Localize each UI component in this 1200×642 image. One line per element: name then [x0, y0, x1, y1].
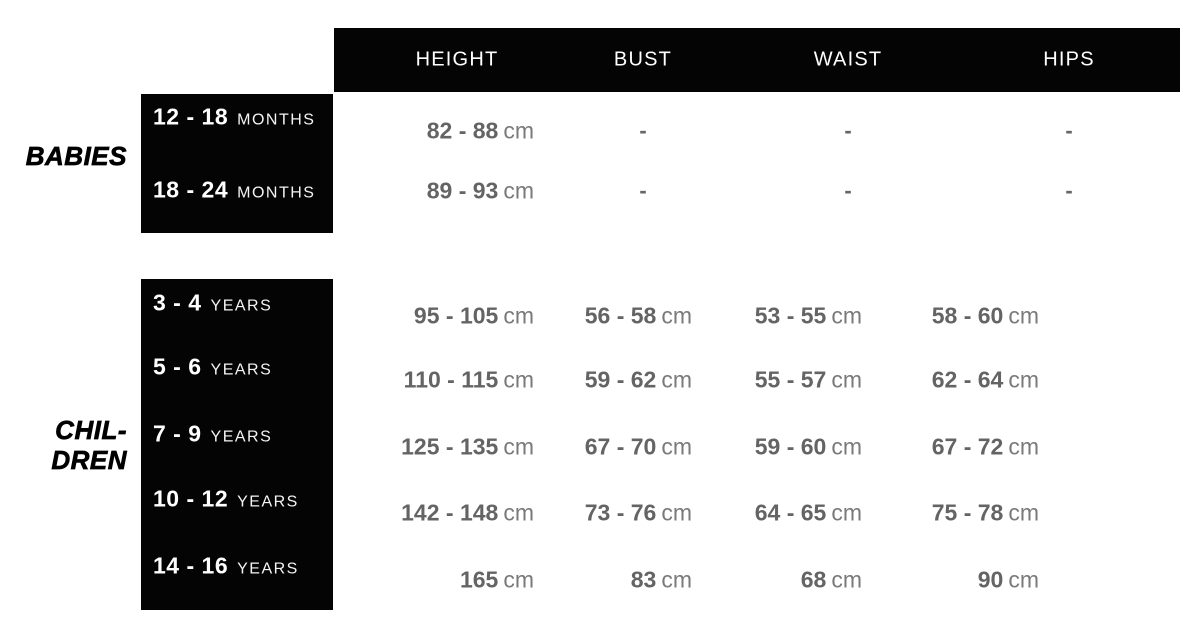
age-range-number: 12 - 18: [153, 103, 229, 130]
unit-label: cm: [831, 366, 862, 393]
measure-number: 83: [630, 566, 657, 593]
age-range-babies-2: [153, 177, 315, 204]
hips-cell: [932, 367, 1039, 394]
age-unit-label: YEARS: [210, 361, 273, 379]
measure-number: 59 - 62: [584, 366, 657, 393]
age-range-number: 18 - 24: [153, 176, 229, 203]
measure-number: 73 - 76: [584, 499, 657, 526]
age-range-children-4: [153, 486, 299, 513]
height-cell: [414, 303, 534, 330]
age-unit-label: YEARS: [210, 428, 273, 446]
hips-cell-empty: -: [1065, 118, 1073, 143]
measure-number: 58 - 60: [931, 302, 1004, 329]
unit-label: cm: [1008, 366, 1039, 393]
unit-label: cm: [661, 433, 692, 460]
measure-number: 165: [459, 566, 499, 593]
measure-number: 90: [977, 566, 1004, 593]
unit-label: cm: [503, 499, 534, 526]
age-unit-label: YEARS: [210, 297, 273, 315]
hips-cell-empty: -: [1065, 178, 1073, 203]
waist-cell: [755, 367, 862, 394]
measure-number: 82 - 88: [426, 117, 499, 144]
bust-cell: [631, 567, 692, 594]
waist-cell-empty: -: [844, 178, 852, 203]
waist-cell: [755, 303, 862, 330]
group-title-children: [0, 415, 127, 475]
unit-label: cm: [503, 117, 534, 144]
age-unit-label: YEARS: [237, 493, 299, 511]
bust-cell: [585, 367, 692, 394]
measure-number: 95 - 105: [413, 302, 499, 329]
age-unit-label: MONTHS: [237, 184, 316, 202]
age-range-number: 10 - 12: [153, 485, 229, 512]
column-header-hips: HIPS: [1043, 48, 1095, 71]
bust-cell: [585, 500, 692, 527]
measure-number: 53 - 55: [754, 302, 827, 329]
age-range-children-1: [153, 290, 272, 317]
hips-cell: [932, 434, 1039, 461]
measure-number: 62 - 64: [931, 366, 1004, 393]
waist-cell: [801, 567, 862, 594]
unit-label: cm: [503, 366, 534, 393]
unit-label: cm: [661, 566, 692, 593]
column-header-height: HEIGHT: [415, 48, 499, 71]
measure-number: 67 - 70: [584, 433, 657, 460]
unit-label: cm: [1008, 302, 1039, 329]
unit-label: cm: [831, 302, 862, 329]
measure-number: 56 - 58: [584, 302, 657, 329]
age-range-number: 5 - 6: [153, 353, 202, 380]
height-cell: [427, 118, 534, 145]
age-unit-label: YEARS: [237, 560, 299, 578]
measure-number: 75 - 78: [931, 499, 1004, 526]
waist-cell-empty: -: [844, 118, 852, 143]
unit-label: cm: [1008, 499, 1039, 526]
unit-label: cm: [503, 302, 534, 329]
waist-cell: [755, 500, 862, 527]
hips-cell: [978, 567, 1039, 594]
unit-label: cm: [1008, 433, 1039, 460]
unit-label: cm: [831, 566, 862, 593]
group-title-children-line1: CHIL-: [55, 415, 127, 445]
bust-cell: [585, 434, 692, 461]
unit-label: cm: [1008, 566, 1039, 593]
age-range-number: 7 - 9: [153, 420, 202, 447]
group-title-babies-line: BABIES: [25, 141, 127, 171]
height-cell: [404, 367, 534, 394]
unit-label: cm: [661, 302, 692, 329]
unit-label: cm: [661, 499, 692, 526]
unit-label: cm: [661, 366, 692, 393]
age-range-children-5: [153, 553, 299, 580]
measure-number: 59 - 60: [754, 433, 827, 460]
age-range-number: 3 - 4: [153, 289, 202, 316]
age-range-babies-1: [153, 104, 315, 131]
height-cell: [401, 500, 534, 527]
unit-label: cm: [503, 566, 534, 593]
bust-cell-empty: -: [639, 178, 647, 203]
unit-label: cm: [503, 433, 534, 460]
height-cell: [460, 567, 534, 594]
height-cell: [427, 178, 534, 205]
measure-number: 125 - 135: [401, 433, 499, 460]
measure-number: 64 - 65: [754, 499, 827, 526]
age-unit-label: MONTHS: [237, 111, 316, 129]
unit-label: cm: [831, 433, 862, 460]
unit-label: cm: [503, 177, 534, 204]
height-cell: [401, 434, 534, 461]
unit-label: cm: [831, 499, 862, 526]
age-range-children-3: [153, 421, 272, 448]
measure-number: 68: [800, 566, 827, 593]
bust-cell: [585, 303, 692, 330]
column-header-bust: BUST: [613, 48, 673, 71]
age-range-children-2: [153, 354, 272, 381]
waist-cell: [755, 434, 862, 461]
age-range-number: 14 - 16: [153, 552, 229, 579]
measure-number: 89 - 93: [426, 177, 499, 204]
hips-cell: [932, 500, 1039, 527]
column-header-waist: WAIST: [813, 48, 883, 71]
group-title-babies: [0, 141, 127, 171]
measure-number: 55 - 57: [754, 366, 827, 393]
measure-number: 142 - 148: [401, 499, 499, 526]
bust-cell-empty: -: [639, 118, 647, 143]
measure-number: 67 - 72: [931, 433, 1004, 460]
group-title-children-line2: DREN: [51, 445, 127, 475]
hips-cell: [932, 303, 1039, 330]
measure-number: 110 - 115: [403, 366, 499, 393]
